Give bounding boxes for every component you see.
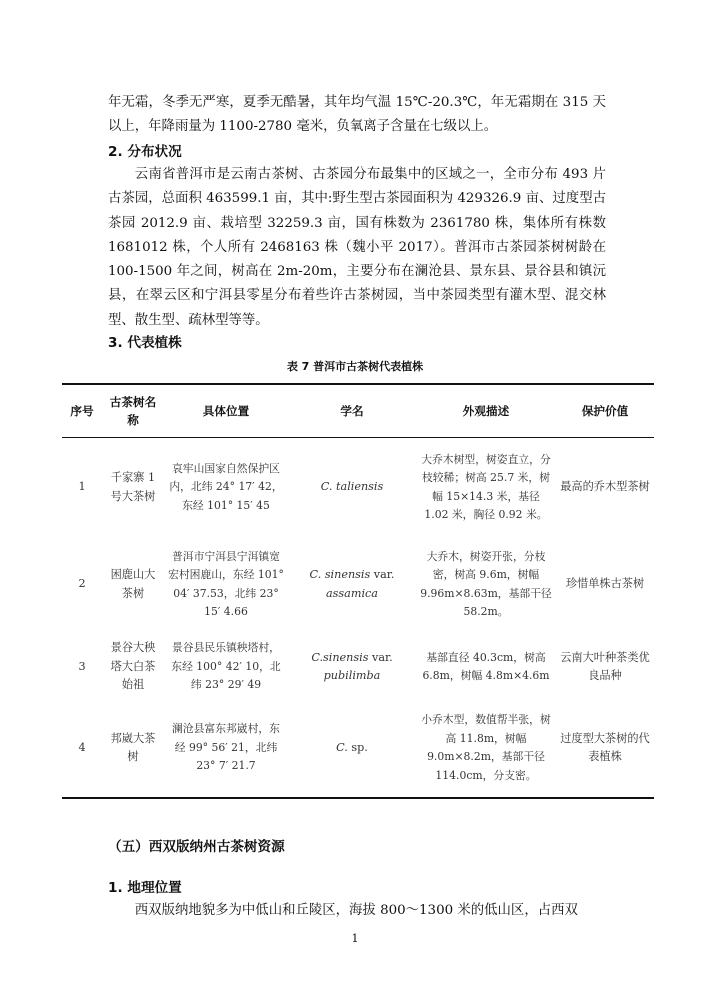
latin-species: sinensis: [324, 568, 371, 581]
cell-index: 4: [78, 740, 86, 754]
latin-genus: C.: [320, 480, 337, 494]
cell-protection-value: 珍惜单株古茶树: [565, 577, 645, 591]
cell-index: 3: [78, 659, 86, 673]
cell-location: 普洱市宁洱县宁洱镇宽宏村困鹿山，东经 101° 04′ 37.53，北纬 23° 15′ 4.66: [168, 549, 284, 618]
cell-scientific-name: [288, 438, 416, 535]
latin-genus: C.: [309, 568, 325, 581]
latin-genus: C.: [336, 740, 352, 754]
latin-var: var.: [370, 568, 395, 581]
cell-scientific-name: [288, 534, 416, 635]
table-row: [62, 635, 654, 699]
latin-var: var.: [368, 650, 393, 664]
latin-species: sinensis: [323, 650, 369, 664]
header-protection-value: 保护价值: [581, 403, 629, 418]
latin-subspecies: pubilimba: [323, 669, 381, 682]
table-row: [62, 534, 654, 635]
cell-location: 澜沧县富东邦崴村，东经 99° 56′ 21，北纬 23° 7′ 21.7: [172, 722, 280, 773]
paragraph-geo: 西双版纳地貌多为中低山和丘陵区，海拔 800～1300 米的低山区，占西双: [134, 903, 578, 918]
heading-distribution: 2. 分布状况: [108, 144, 182, 160]
cell-tree-name: 邦崴大茶树: [110, 731, 156, 763]
paragraph-climate: 年无霜，冬季无严寒，夏季无酷暑，其年均气温 15℃-20.3℃，年无霜期在 315 天以上，年降雨量为 1100-2780 毫米，负氧离子含量在七级以上。: [108, 95, 606, 135]
latin-var: sp.: [351, 740, 368, 754]
table-header-row: [62, 384, 654, 438]
representative-trees-table: [62, 383, 654, 799]
cell-location: 哀牢山国家自然保护区内，北纬 24° 17′ 42，东经 101° 15′ 45: [169, 461, 283, 512]
cell-description: 基部直径 40.3cm，树高 6.8m，树幅 4.8m×4.6m: [422, 650, 550, 682]
heading-section-5: （五）西双版纳州古茶树资源: [108, 839, 285, 855]
latin-subspecies: assamica: [326, 586, 378, 600]
header-location: 具体位置: [202, 403, 250, 418]
heading-representative: 3. 代表植株: [108, 335, 182, 351]
header-scientific-name: 学名: [340, 403, 364, 418]
table-row: [62, 699, 654, 798]
cell-scientific-name: [288, 635, 416, 699]
cell-index: 1: [78, 480, 86, 494]
cell-tree-name: 困鹿山大茶树: [110, 568, 156, 600]
cell-description: 大乔木，树姿开张，分枝密，树高 9.6m，树幅 9.96m×8.63m，基部干径 58.2m。: [420, 549, 552, 618]
cell-tree-name: 景谷大秧塔大白茶始祖: [110, 641, 156, 692]
cell-index: 2: [78, 577, 86, 591]
header-tree-name: 古茶树名称: [109, 394, 157, 427]
cell-location: 景谷县民乐镇秧塔村，东经 100° 42′ 10，北纬 23° 29′ 49: [171, 641, 281, 692]
cell-description: 小乔木型，数值帮半张，树高 11.8m，树幅 9.0m×8.2m，基部干径 114.0cm，分支密。: [421, 713, 551, 782]
heading-geo-location: 1. 地理位置: [108, 880, 182, 896]
cell-protection-value: 最高的乔木型茶树: [560, 480, 650, 494]
cell-description: 大乔木树型，树姿直立，分枝较稀；树高 25.7 米，树幅 15×14.3 米，基径 1.02 米，胸径 0.92 米。: [421, 452, 551, 521]
cell-scientific-name: [288, 699, 416, 798]
latin-genus: C.: [311, 650, 324, 664]
table-caption: 表 7 普洱市古茶树代表植株: [286, 360, 424, 373]
table-row: [62, 438, 654, 535]
latin-species: taliensis: [336, 480, 384, 494]
header-description: 外观描述: [462, 403, 510, 418]
cell-tree-name: 千家寨 1 号大茶树: [110, 471, 156, 503]
paragraph-distribution: 云南省普洱市是云南古茶树、古茶园分布最集中的区域之一，全市分布 493 片古茶园，总面积 463599.1 亩，其中:野生型古茶园面积为 429326.9 亩、过度型古茶园 2012.9 亩、栽培型 32259.3 亩，国有株数为 2361780 株，集体所有株数 1681012 株，个人所有 2468163 株（魏小平 2017）。普洱市古茶园茶树树龄在 100-1500 年之间，树高在 2m-20m，主要分布在澜沧县、景东县、景谷县和镇沅县，在翠云区和宁洱县零星分布着些许古茶树园，当中茶园类型有灌木型、混交林型、散生型、疏林型等等。: [108, 167, 606, 328]
page-number: 1: [351, 932, 359, 945]
cell-protection-value: 云南大叶种茶类优良品种: [560, 650, 650, 682]
cell-protection-value: 过度型大茶树的代表植株: [560, 731, 650, 763]
header-index: 序号: [70, 403, 94, 418]
